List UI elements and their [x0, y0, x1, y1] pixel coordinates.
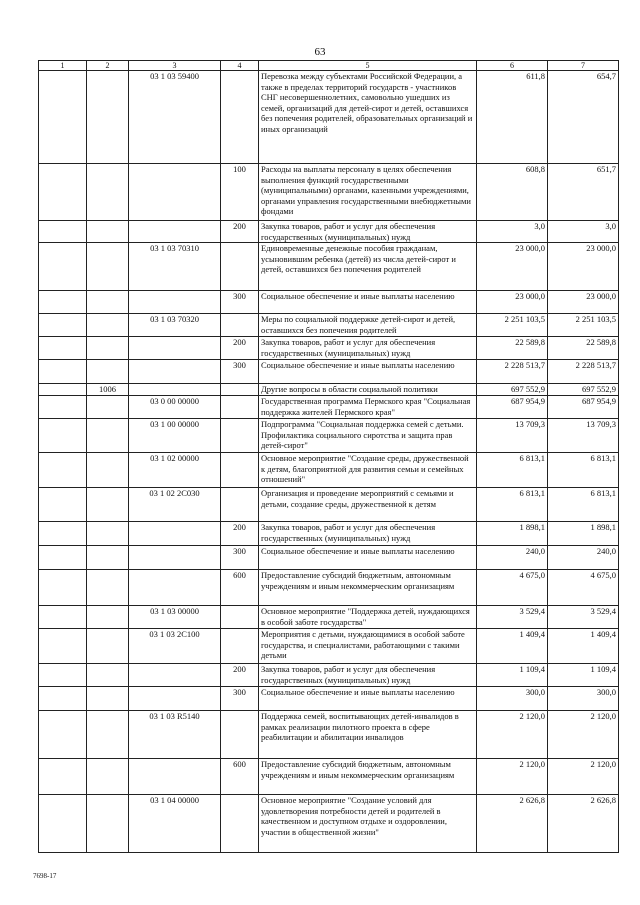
cell-section [87, 488, 129, 522]
cell-expense-type: 600 [221, 570, 259, 606]
table-row [39, 759, 619, 795]
cell-expense-type [221, 396, 259, 419]
footer-document-code: 7698-17 [33, 872, 57, 880]
cell-amount-year-1: 3,0 [477, 221, 548, 243]
cell-description: Мероприятия с детьми, нуждающимися в особой заботе государства, и специалистами, работающими с такими детьми [259, 629, 477, 664]
cell-ministry [39, 164, 87, 221]
cell-section [87, 243, 129, 291]
cell-expense-type: 600 [221, 759, 259, 795]
cell-ministry [39, 291, 87, 314]
cell-description: Социальное обеспечение и иные выплаты населению [259, 687, 477, 711]
cell-amount-year-1: 6 813,1 [477, 488, 548, 522]
cell-amount-year-2: 2 228 513,7 [548, 360, 619, 384]
cell-amount-year-2: 23 000,0 [548, 243, 619, 291]
cell-amount-year-1: 300,0 [477, 687, 548, 711]
cell-amount-year-1: 697 552,9 [477, 384, 548, 396]
table-row [39, 337, 619, 360]
table-row [39, 488, 619, 522]
cell-description: Социальное обеспечение и иные выплаты населению [259, 546, 477, 570]
column-header: 5 [259, 61, 477, 71]
cell-amount-year-2: 4 675,0 [548, 570, 619, 606]
column-header: 2 [87, 61, 129, 71]
cell-expense-type [221, 711, 259, 759]
cell-amount-year-2: 687 954,9 [548, 396, 619, 419]
cell-expense-type: 200 [221, 337, 259, 360]
cell-description: Закупка товаров, работ и услуг для обеспечения государственных (муниципальных) нужд [259, 337, 477, 360]
table-row [39, 664, 619, 687]
cell-amount-year-1: 2 626,8 [477, 795, 548, 853]
cell-ministry [39, 795, 87, 853]
cell-section [87, 396, 129, 419]
cell-target-code [129, 664, 221, 687]
table-row [39, 546, 619, 570]
cell-amount-year-2: 6 813,1 [548, 488, 619, 522]
cell-expense-type [221, 629, 259, 664]
cell-section: 1006 [87, 384, 129, 396]
cell-target-code: 03 1 03 70310 [129, 243, 221, 291]
table-row [39, 453, 619, 488]
cell-amount-year-1: 611,8 [477, 71, 548, 164]
cell-amount-year-1: 23 000,0 [477, 243, 548, 291]
cell-target-code [129, 687, 221, 711]
cell-amount-year-2: 1 109,4 [548, 664, 619, 687]
cell-amount-year-2: 2 120,0 [548, 759, 619, 795]
cell-expense-type: 300 [221, 546, 259, 570]
cell-expense-type [221, 606, 259, 629]
cell-amount-year-1: 1 109,4 [477, 664, 548, 687]
cell-description: Основное мероприятие "Создание условий для удовлетворения потребности детей и родителей в качественном и доступном отдыхе и оздоровлении, участии в общественной жизни" [259, 795, 477, 853]
cell-expense-type: 200 [221, 664, 259, 687]
cell-amount-year-1: 240,0 [477, 546, 548, 570]
header-row [39, 61, 619, 71]
cell-amount-year-2: 13 709,3 [548, 419, 619, 453]
cell-description: Расходы на выплаты персоналу в целях обеспечения выполнения функций государственными (муниципальными) органами, казенными учреждениями, органами управления государственными внебюджетными фондами [259, 164, 477, 221]
cell-amount-year-1: 3 529,4 [477, 606, 548, 629]
cell-description: Перевозка между субъектами Российской Федерации, а также в пределах территорий государств - участников СНГ несовершеннолетних, самовольно ушедших из семей, организаций для детей-сирот и детей, оставшихся без попечения родителей, образовательных организаций и иных организаций [259, 71, 477, 164]
cell-amount-year-2: 651,7 [548, 164, 619, 221]
cell-target-code: 03 1 03 R5140 [129, 711, 221, 759]
cell-description: Государственная программа Пермского края "Социальная поддержка жителей Пермского края" [259, 396, 477, 419]
cell-expense-type [221, 795, 259, 853]
cell-amount-year-1: 13 709,3 [477, 419, 548, 453]
cell-ministry [39, 314, 87, 337]
cell-expense-type: 300 [221, 291, 259, 314]
cell-amount-year-1: 1 898,1 [477, 522, 548, 546]
table-row [39, 606, 619, 629]
cell-section [87, 221, 129, 243]
cell-section [87, 360, 129, 384]
cell-amount-year-1: 6 813,1 [477, 453, 548, 488]
cell-section [87, 522, 129, 546]
cell-target-code [129, 522, 221, 546]
cell-ministry [39, 759, 87, 795]
cell-expense-type [221, 71, 259, 164]
cell-ministry [39, 360, 87, 384]
cell-amount-year-1: 608,8 [477, 164, 548, 221]
cell-expense-type: 200 [221, 522, 259, 546]
cell-section [87, 687, 129, 711]
cell-amount-year-2: 6 813,1 [548, 453, 619, 488]
cell-target-code [129, 570, 221, 606]
cell-section [87, 664, 129, 687]
table-row [39, 795, 619, 853]
cell-expense-type [221, 243, 259, 291]
cell-ministry [39, 71, 87, 164]
cell-section [87, 291, 129, 314]
cell-amount-year-1: 23 000,0 [477, 291, 548, 314]
table-row [39, 291, 619, 314]
cell-expense-type [221, 453, 259, 488]
cell-expense-type [221, 419, 259, 453]
cell-target-code [129, 759, 221, 795]
cell-target-code: 03 1 03 70320 [129, 314, 221, 337]
cell-amount-year-2: 3 529,4 [548, 606, 619, 629]
cell-amount-year-1: 2 251 103,5 [477, 314, 548, 337]
cell-section [87, 570, 129, 606]
cell-section [87, 546, 129, 570]
cell-target-code [129, 384, 221, 396]
cell-target-code: 03 1 02 2С030 [129, 488, 221, 522]
cell-description: Основное мероприятие "Создание среды, дружественной к детям, благоприятной для развития семьи и семейных отношений" [259, 453, 477, 488]
cell-description: Предоставление субсидий бюджетным, автономным учреждениям и иным некоммерческим организациям [259, 759, 477, 795]
cell-amount-year-1: 4 675,0 [477, 570, 548, 606]
cell-expense-type [221, 488, 259, 522]
cell-section [87, 629, 129, 664]
column-header: 7 [548, 61, 619, 71]
table-row [39, 243, 619, 291]
cell-target-code [129, 164, 221, 221]
cell-amount-year-1: 2 120,0 [477, 759, 548, 795]
cell-ministry [39, 488, 87, 522]
cell-section [87, 453, 129, 488]
cell-amount-year-1: 2 228 513,7 [477, 360, 548, 384]
cell-target-code: 03 1 02 00000 [129, 453, 221, 488]
cell-description: Закупка товаров, работ и услуг для обеспечения государственных (муниципальных) нужд [259, 664, 477, 687]
column-header: 3 [129, 61, 221, 71]
cell-amount-year-2: 300,0 [548, 687, 619, 711]
cell-ministry [39, 396, 87, 419]
cell-target-code: 03 1 00 00000 [129, 419, 221, 453]
cell-amount-year-2: 23 000,0 [548, 291, 619, 314]
cell-ministry [39, 570, 87, 606]
table-row [39, 419, 619, 453]
cell-amount-year-2: 22 589,8 [548, 337, 619, 360]
cell-expense-type: 100 [221, 164, 259, 221]
cell-description: Подпрограмма "Социальная поддержка семей с детьми. Профилактика социального сиротства и защита прав детей-сирот" [259, 419, 477, 453]
cell-amount-year-2: 1 898,1 [548, 522, 619, 546]
cell-section [87, 795, 129, 853]
cell-description: Меры по социальной поддержке детей-сирот и детей, оставшихся без попечения родителей [259, 314, 477, 337]
table-row [39, 221, 619, 243]
cell-target-code: 03 1 03 00000 [129, 606, 221, 629]
table-row [39, 687, 619, 711]
cell-target-code [129, 546, 221, 570]
cell-description: Закупка товаров, работ и услуг для обеспечения государственных (муниципальных) нужд [259, 221, 477, 243]
table-row [39, 570, 619, 606]
cell-amount-year-2: 2 626,8 [548, 795, 619, 853]
cell-section [87, 606, 129, 629]
cell-target-code [129, 221, 221, 243]
cell-expense-type [221, 384, 259, 396]
table-row [39, 384, 619, 396]
column-header: 4 [221, 61, 259, 71]
cell-amount-year-2: 1 409,4 [548, 629, 619, 664]
cell-section [87, 759, 129, 795]
cell-amount-year-2: 2 251 103,5 [548, 314, 619, 337]
cell-section [87, 71, 129, 164]
cell-target-code [129, 337, 221, 360]
cell-expense-type: 200 [221, 221, 259, 243]
cell-section [87, 337, 129, 360]
cell-ministry [39, 243, 87, 291]
cell-ministry [39, 546, 87, 570]
page-number: 63 [314, 46, 326, 58]
cell-ministry [39, 606, 87, 629]
table-row [39, 71, 619, 164]
table-row [39, 396, 619, 419]
cell-target-code: 03 1 03 59400 [129, 71, 221, 164]
cell-ministry [39, 453, 87, 488]
table-row [39, 164, 619, 221]
cell-amount-year-2: 3,0 [548, 221, 619, 243]
cell-ministry [39, 221, 87, 243]
table-row [39, 711, 619, 759]
cell-description: Основное мероприятие "Поддержка детей, нуждающихся в особой заботе государства" [259, 606, 477, 629]
cell-target-code [129, 291, 221, 314]
cell-ministry [39, 664, 87, 687]
cell-section [87, 711, 129, 759]
cell-ministry [39, 384, 87, 396]
cell-ministry [39, 419, 87, 453]
table-row [39, 314, 619, 337]
cell-amount-year-1: 2 120,0 [477, 711, 548, 759]
table-row [39, 522, 619, 546]
cell-amount-year-1: 1 409,4 [477, 629, 548, 664]
cell-amount-year-1: 687 954,9 [477, 396, 548, 419]
cell-description: Организация и проведение мероприятий с семьями и детьми, создание среды, дружественной к детям [259, 488, 477, 522]
cell-amount-year-2: 697 552,9 [548, 384, 619, 396]
cell-description: Закупка товаров, работ и услуг для обеспечения государственных (муниципальных) нужд [259, 522, 477, 546]
column-header: 1 [39, 61, 87, 71]
cell-section [87, 164, 129, 221]
cell-description: Поддержка семей, воспитывающих детей-инвалидов в рамках реализации пилотного проекта в сфере реабилитации и абилитации инвалидов [259, 711, 477, 759]
cell-ministry [39, 687, 87, 711]
budget-table [38, 60, 619, 853]
cell-target-code: 03 0 00 00000 [129, 396, 221, 419]
column-header: 6 [477, 61, 548, 71]
cell-amount-year-1: 22 589,8 [477, 337, 548, 360]
table-row [39, 360, 619, 384]
cell-ministry [39, 337, 87, 360]
cell-description: Предоставление субсидий бюджетным, автономным учреждениям и иным некоммерческим организациям [259, 570, 477, 606]
cell-target-code [129, 360, 221, 384]
cell-description: Социальное обеспечение и иные выплаты населению [259, 360, 477, 384]
cell-amount-year-2: 240,0 [548, 546, 619, 570]
cell-section [87, 314, 129, 337]
cell-expense-type: 300 [221, 360, 259, 384]
table-row [39, 629, 619, 664]
cell-target-code: 03 1 03 2С100 [129, 629, 221, 664]
cell-amount-year-2: 654,7 [548, 71, 619, 164]
cell-section [87, 419, 129, 453]
cell-expense-type: 300 [221, 687, 259, 711]
cell-description: Единовременные денежные пособия гражданам, усыновившим ребенка (детей) из числа детей-сирот и детей, оставшихся без попечения родителей [259, 243, 477, 291]
cell-target-code: 03 1 04 00000 [129, 795, 221, 853]
cell-description: Другие вопросы в области социальной политики [259, 384, 477, 396]
cell-amount-year-2: 2 120,0 [548, 711, 619, 759]
cell-ministry [39, 522, 87, 546]
cell-ministry [39, 629, 87, 664]
cell-expense-type [221, 314, 259, 337]
cell-description: Социальное обеспечение и иные выплаты населению [259, 291, 477, 314]
cell-ministry [39, 711, 87, 759]
